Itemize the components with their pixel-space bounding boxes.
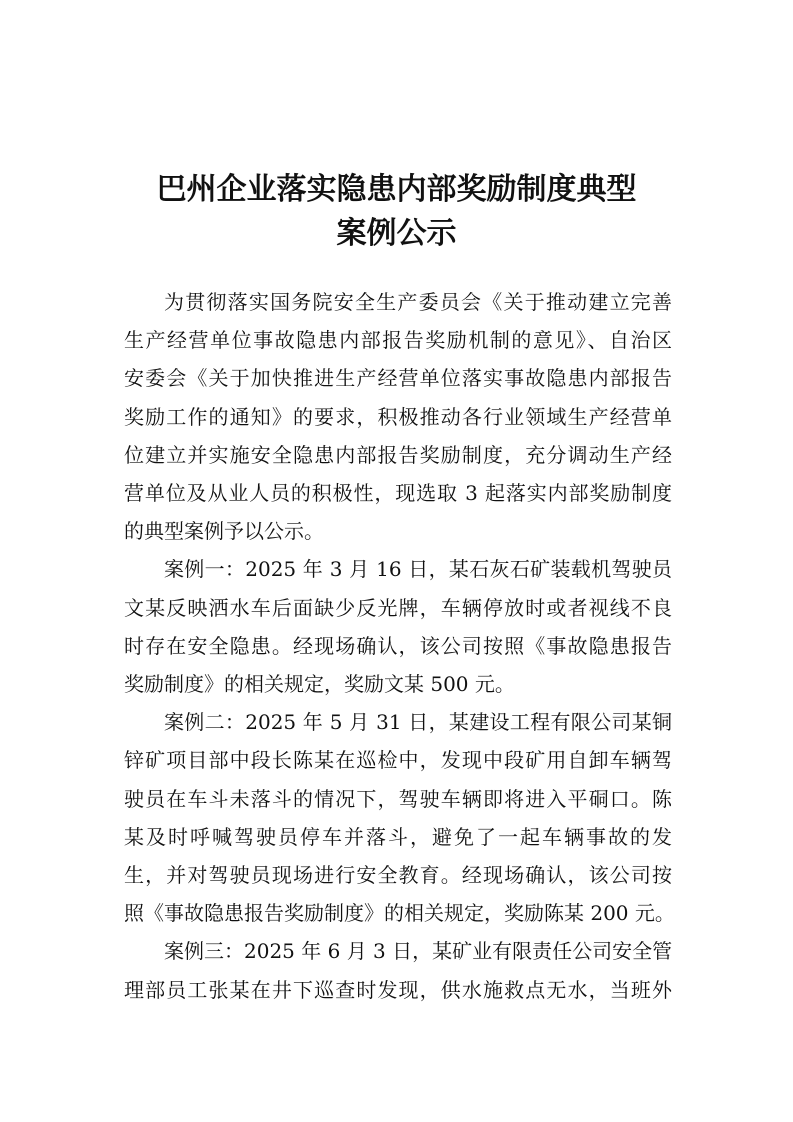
title-line-2: 案例公示	[336, 216, 457, 251]
text-line: 案例一：2025 年 3 月 16 日，某石灰石矿装载机驾驶员	[164, 557, 672, 582]
text-line: 时存在安全隐患。经现场确认，该公司按照《事故隐患报告	[124, 633, 672, 658]
document-title	[0, 168, 793, 256]
text-line: 理部员工张某在井下巡查时发现，供水施救点无水，当班外	[124, 977, 672, 1002]
text-line: 生，并对驾驶员现场进行安全教育。经现场确认，该公司按	[124, 863, 672, 888]
text-line: 生产经营单位事故隐患内部报告奖励机制的意见》、自治区	[124, 328, 672, 353]
text-line: 照《事故隐患报告奖励制度》的相关规定，奖励陈某 200 元。	[124, 901, 675, 926]
text-line: 锌矿项目部中段长陈某在巡检中，发现中段矿用自卸车辆驾	[124, 748, 672, 773]
paragraph	[124, 703, 675, 932]
paragraph	[124, 932, 672, 1008]
text-line: 安委会《关于加快推进生产经营单位落实事故隐患内部报告	[124, 366, 672, 391]
text-line: 驶员在车斗未落斗的情况下，驾驶车辆即将进入平硐口。陈	[124, 786, 672, 811]
title-line-1: 巴州企业落实隐患内部奖励制度典型	[156, 172, 637, 207]
text-line: 的典型案例予以公示。	[124, 519, 324, 544]
text-line: 某及时呼喊驾驶员停车并落斗，避免了一起车辆事故的发	[124, 824, 672, 849]
text-line: 位建立并实施安全隐患内部报告奖励制度，充分调动生产经	[124, 442, 672, 467]
text-line: 营单位及从业人员的积极性，现选取 3 起落实内部奖励制度	[124, 481, 672, 506]
text-line: 奖励制度》的相关规定，奖励文某 500 元。	[124, 672, 515, 697]
text-line: 案例三：2025 年 6 月 3 日，某矿业有限责任公司安全管	[164, 939, 673, 964]
document-body	[124, 283, 675, 1009]
text-line: 案例二：2025 年 5 月 31 日，某建设工程有限公司某铜	[164, 710, 672, 735]
text-line: 奖励工作的通知》的要求，积极推动各行业领域生产经营单	[124, 404, 672, 429]
paragraph	[124, 550, 672, 703]
paragraph	[124, 283, 672, 550]
text-line: 为贯彻落实国务院安全生产委员会《关于推动建立完善	[164, 290, 672, 314]
text-line: 文某反映洒水车后面缺少反光牌，车辆停放时或者视线不良	[124, 595, 672, 620]
